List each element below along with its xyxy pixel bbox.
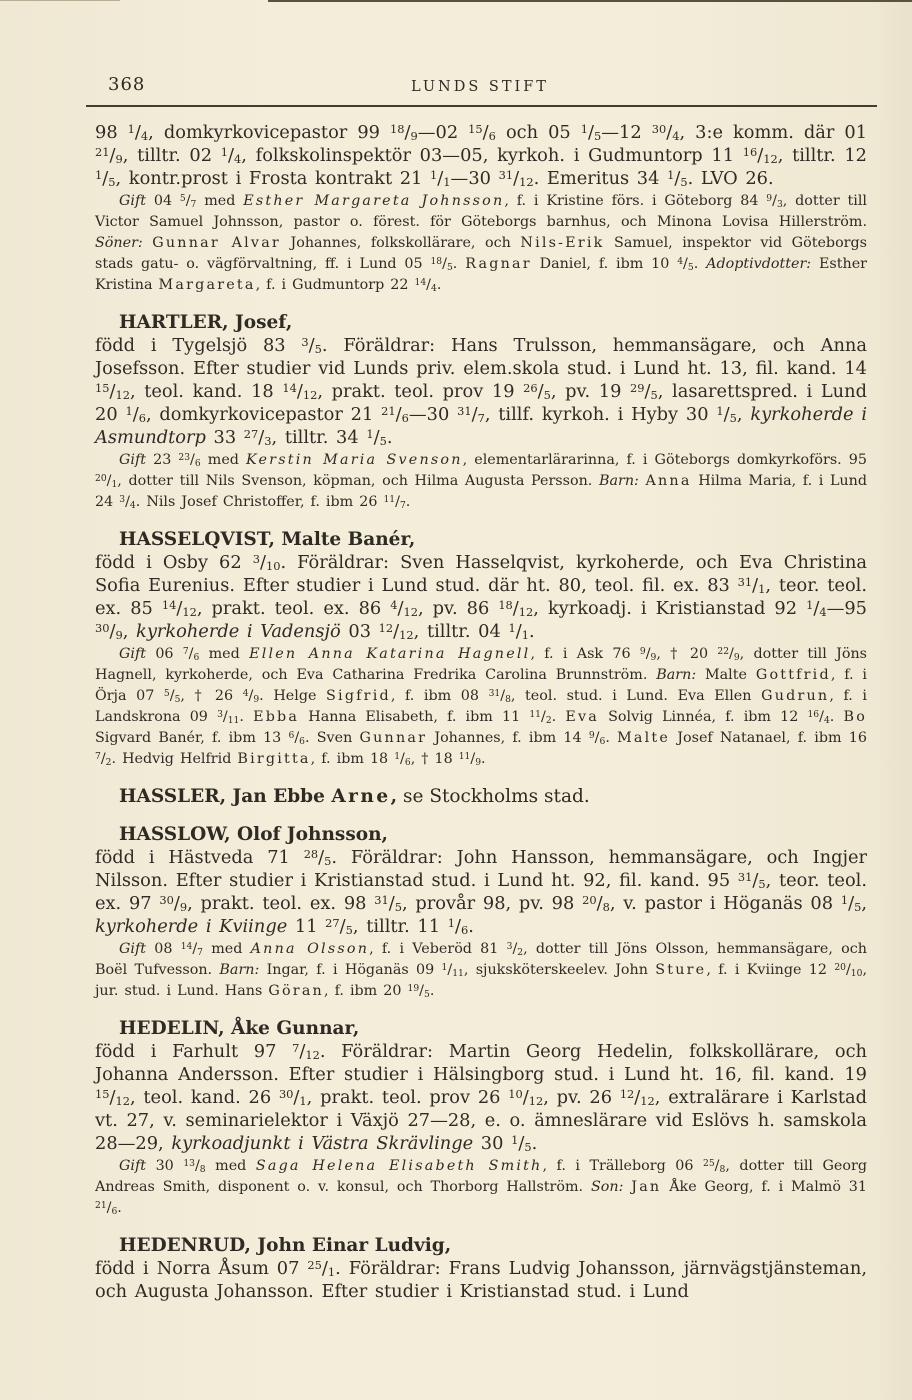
- text-segment: Johannes, folkskollärare, och: [280, 235, 521, 251]
- date-fraction: $^{14}/_{12}$: [282, 380, 318, 403]
- date-fraction: $^1/_5$: [840, 892, 862, 915]
- date-fraction: $^3/_5$: [301, 334, 322, 357]
- date-fraction: $^{14}/_{12}$: [161, 597, 197, 620]
- text-segment: Kerstin Maria Svenson: [246, 452, 463, 468]
- text-segment: Birgitta: [237, 751, 311, 767]
- text-segment: Ebba: [253, 709, 300, 725]
- text-segment: Johannes, f. ibm 14 $^9/_6$.: [427, 730, 618, 747]
- date-fraction: $^7/_6$: [182, 646, 200, 663]
- entry-surname: HASSELQVIST, Malte Banér,: [119, 529, 416, 550]
- date-fraction: $^5/_5$: [163, 688, 181, 705]
- text-segment: Malte: [696, 667, 756, 683]
- entry-surname: HEDELIN, Åke Gunnar,: [119, 1018, 360, 1039]
- text-segment: 11 $^{27}/_5$, tilltr. 11 $^1/_6$.: [287, 915, 474, 938]
- entry-surname: HEDENRUD, John Einar Ludvig,: [119, 1235, 452, 1256]
- date-fraction: $^{11}/_9$: [458, 751, 482, 768]
- family-note: [95, 1156, 867, 1219]
- text-segment: Göran: [268, 983, 324, 999]
- scan-top-edge-artifact: [268, 0, 912, 2]
- running-header: LUNDS STIFT: [411, 79, 549, 95]
- date-fraction: $^1/_1$: [508, 620, 529, 643]
- date-fraction: $^1/_5$: [580, 121, 602, 144]
- text-segment: 06 $^7/_6$ med: [146, 646, 250, 663]
- text-segment: , f. i Ask 76 $^9/_9$, † 20 $^{22}/_9$, dotter till Jöns Hagnell, kyrkoherde, och Eva Catharina Fredrika Carolina Brunnström.: [95, 646, 867, 683]
- date-fraction: $^{31}/_5$: [737, 869, 766, 892]
- date-fraction: $^9/_6$: [588, 730, 606, 747]
- date-fraction: $^{16}/_4$: [807, 709, 830, 726]
- date-fraction: $^{21}/_6$: [95, 1200, 118, 1217]
- date-fraction: $^{30}/_1$: [278, 1086, 307, 1109]
- text-segment: 08 $^{14}/_7$ med: [146, 941, 251, 958]
- text-segment: Gift: [119, 646, 147, 662]
- family-note: [95, 450, 867, 513]
- date-fraction: $^{13}/_8$: [183, 1158, 206, 1175]
- date-fraction: $^3/_2$: [506, 941, 524, 958]
- entry-body: [95, 1040, 867, 1155]
- text-segment: Ellen Anna Katarina Hagnell: [249, 646, 531, 662]
- family-note: [95, 644, 867, 770]
- entry-surname: HASSLER, Jan Ebbe: [119, 786, 332, 807]
- date-fraction: $^{31}/_5$: [374, 892, 402, 915]
- date-fraction: $^{21}/_6$: [381, 403, 409, 426]
- date-fraction: $^{18}/_9$: [389, 121, 418, 144]
- text-segment: , elementarlärarinna, f. i Göteborgs domkyrkoförs. 95 $^{20}/_1$, dotter till Nils Svenson, köpman, och Hilma Augusta Persson.: [95, 452, 867, 490]
- entry-body: [95, 121, 867, 190]
- text-segment: 03 $^{12}/_{12}$, tilltr. 04 $^1/_1$.: [340, 620, 535, 643]
- text-segment: 30 $^{13}/_8$ med: [146, 1158, 256, 1175]
- text-segment: Söner:: [95, 235, 143, 251]
- date-fraction: $^{12}/_{12}$: [619, 1086, 655, 1109]
- entries-column: [95, 121, 867, 1303]
- text-segment: Barn:: [656, 667, 697, 683]
- directory-entry: [95, 823, 867, 1002]
- family-note: [95, 191, 867, 296]
- directory-entry: [95, 121, 867, 296]
- date-fraction: $^{27}/_5$: [325, 915, 353, 938]
- entry-surname: HASSLOW, Olof Johnsson,: [119, 824, 388, 845]
- text-segment: född i Farhult 97 $^7/_{12}$. Föräldrar: Martin Georg Hedelin, folkskollärare, och Johanna Andersson. Efter studier i Hälsingborg stud. i Lund ht. 16, fil. kand. 19 $^{15}/_{12}$, teol. kand. 26 $^{30}/_1$, prakt. teol. prov 26 $^{10}/_{12}$, pv. 26 $^{12}/_{12}$, extralärare i Karlstad vt. 27, v. seminarielektor i Växjö 27—28, e. o. ämneslärare vid Eslövs h. samskola 28—29,: [95, 1040, 867, 1154]
- date-fraction: $^7/_{12}$: [292, 1040, 320, 1063]
- date-fraction: $^1/_5$: [511, 1132, 532, 1155]
- date-fraction: $^{15}/_{12}$: [95, 1086, 130, 1109]
- entry-heading: [95, 528, 867, 551]
- text-segment: Gunnar: [359, 730, 428, 746]
- date-fraction: $^{31}/_7$: [457, 403, 485, 426]
- date-fraction: $^6/_6$: [288, 730, 305, 747]
- date-fraction: $^{25}/_8$: [703, 1158, 726, 1175]
- date-fraction: $^1/_6$: [394, 751, 411, 768]
- entry-body: [95, 846, 867, 938]
- text-segment: Nils-Erik: [520, 235, 605, 251]
- date-fraction: $^1/_6$: [125, 403, 146, 426]
- date-fraction: $^3/_4$: [119, 494, 136, 511]
- directory-entry: [95, 311, 867, 513]
- date-fraction: $^{11}/_7$: [383, 494, 406, 511]
- text-segment: född i Tygelsjö 83 $^3/_5$. Föräldrar: Hans Trulsson, hemmansägare, och Anna Josefsson. Efter studier vid Lunds priv. elem.skola stud. i Lund ht. 13, fil. kand. 14 $^{15}/_{12}$, teol. kand. 18 $^{14}/_{12}$, prakt. teol. prov 19 $^{26}/_5$, pv. 19 $^{29}/_5$, lasarettspred. i Lund 20 $^1/_6$, domkyrkovicepastor 21 $^{21}/_6—30$ $^{31}/_7$, tillf. kyrkoh. i Hyby 30 $^1/_5$,: [95, 334, 867, 426]
- date-fraction: $^5/_7$: [179, 193, 197, 210]
- text-segment: , f. i Kristine förs. i Göteborg 84 $^9/_3$, dotter till Victor Samuel Johnsson, pastor o. förest. för Göteborgs barnhus, och Minona Lovisa Hillerström.: [95, 193, 867, 230]
- directory-entry: [95, 1017, 867, 1219]
- date-fraction: $^{27}/_3$: [243, 426, 272, 449]
- text-segment: , f. i Trälleborg 06 $^{25}/_8$, dotter till Georg Andreas Smith, disponent o. v. konsul, och Thorborg Hallström.: [95, 1158, 867, 1195]
- date-fraction: $^{29}/_5$: [630, 380, 658, 403]
- text-segment: Samuel, inspektor vid Göteborgs stads gatu- o. vägförvaltning, ff. i Lund 05 $^{18}/_5$.: [95, 235, 867, 273]
- text-segment: kyrkoherde i Vadensjö: [136, 621, 341, 642]
- date-fraction: $^1/_4$: [127, 121, 149, 144]
- text-segment: , f. ibm 08 $^{31}/_8$, teol. stud. i Lund. Eva Ellen: [390, 688, 762, 705]
- entry-surname: Arne: [331, 786, 391, 807]
- entry-body: [95, 551, 867, 643]
- date-fraction: $^{31}/_{12}$: [498, 167, 534, 190]
- date-fraction: $^{12}/_{12}$: [378, 620, 414, 643]
- date-fraction: $^{20}/_1$: [95, 473, 118, 490]
- date-fraction: $^{28}/_5$: [303, 846, 332, 869]
- date-fraction: $^{16}/_{12}$: [742, 144, 778, 167]
- text-segment: kyrkoherde i Kviinge: [95, 916, 288, 937]
- date-fraction: $^{20}/_{10}$: [834, 962, 863, 979]
- date-fraction: $^{21}/_9$: [95, 144, 123, 167]
- directory-entry: [95, 785, 867, 808]
- text-segment: Saga Helena Elisabeth Smith: [255, 1158, 543, 1174]
- text-segment: Eva: [565, 709, 599, 725]
- text-segment: Jan: [631, 1179, 662, 1195]
- header-rule: [86, 105, 877, 107]
- text-segment: [143, 235, 153, 251]
- text-segment: Malte: [617, 730, 671, 746]
- text-segment: se Stockholms stad.: [397, 786, 590, 807]
- text-segment: Anna: [645, 473, 692, 489]
- date-fraction: $^1/_5$: [95, 167, 116, 190]
- text-segment: Sigfrid: [326, 688, 391, 704]
- text-segment: Anna Olsson: [250, 941, 370, 957]
- date-fraction: $^4/_9$: [242, 688, 260, 705]
- date-fraction: $^{26}/_5$: [523, 380, 551, 403]
- text-segment: 04 $^5/_7$ med: [146, 193, 244, 210]
- date-fraction: $^{31}/_1$: [737, 574, 766, 597]
- text-segment: 98 $^1/_4$, domkyrkovicepastor 99 $^{18}/_9—02$ $^{15}/_6$ och 05 $^1/_5—12$ $^{30}/_4$, 3:e komm. där 01 $^{21}/_9$, tilltr. 02 $^1/_4$, folkskolinspektör 03—05, kyrkoh. i Gudmuntorp 11 $^{16}/_{12}$, tilltr. 12 $^1/_5$, kontr.prost i Frosta kontrakt 21 $^1/_1—30$ $^{31}/_{12}$. Emeritus 34 $^1/_5$. LVO 26.: [95, 121, 868, 190]
- text-segment: Gift: [119, 452, 147, 468]
- text-segment: Gudrun: [761, 688, 830, 704]
- date-fraction: $^1/_5$: [667, 167, 688, 190]
- text-segment: , f. i Landskrona 09 $^3/_{11}$.: [95, 688, 867, 726]
- entry-body: [95, 1257, 867, 1303]
- entry-heading: [95, 311, 867, 334]
- text-segment: Sigvard Banér, f. ibm 13 $^6/_6$. Sven: [95, 730, 360, 747]
- text-segment: Barn:: [219, 962, 260, 978]
- date-fraction: $^{18}/_{12}$: [498, 597, 534, 620]
- date-fraction: $^1/_5$: [716, 403, 737, 426]
- text-segment: Gift: [119, 941, 147, 957]
- date-fraction: $^{14}/_4$: [414, 277, 437, 294]
- date-fraction: $^{22}/_9$: [717, 646, 740, 663]
- text-segment: , f. i Örja 07 $^5/_5$, † 26 $^4/_9$. Helge: [95, 667, 867, 705]
- text-segment: 23 $^{23}/_6$ med: [146, 452, 247, 469]
- date-fraction: $^{15}/_6$: [468, 121, 496, 144]
- entry-surname: ,: [390, 786, 398, 807]
- entry-body: [95, 334, 867, 449]
- text-segment: , f. ibm 20 $^{19}/_5$.: [323, 983, 435, 1000]
- date-fraction: $^{30}/_9$: [159, 892, 188, 915]
- text-segment: Gottfrid: [755, 667, 831, 683]
- date-fraction: $^7/_2$: [95, 751, 112, 768]
- date-fraction: $^1/_4$: [220, 144, 242, 167]
- page-number: 368: [108, 74, 146, 95]
- entry-heading: [95, 823, 867, 846]
- date-fraction: $^3/_{10}$: [252, 551, 281, 574]
- date-fraction: $^1/_5$: [366, 426, 387, 449]
- text-segment: Barn:: [598, 473, 639, 489]
- entry-heading: [95, 1017, 867, 1040]
- text-segment: född i Norra Åsum 07 $^{25}/_1$. Föräldrar: Frans Ludvig Johansson, järnvägstjänsteman, och Augusta Johansson. Efter studier i Kristianstad stud. i Lund: [95, 1257, 867, 1302]
- text-segment: Adoptivdotter:: [706, 256, 812, 272]
- date-fraction: $^{20}/_8$: [582, 892, 610, 915]
- text-segment: Ingar, f. i Höganäs 09 $^1/_{11}$, sjuksköterskeelev. John: [259, 962, 656, 979]
- scan-top-edge-left-artifact: [0, 0, 120, 1]
- date-fraction: $^9/_9$: [639, 646, 657, 663]
- date-fraction: $^{14}/_7$: [180, 941, 203, 958]
- text-segment: Hanna Elisabeth, f. ibm 11 $^{11}/_2$.: [299, 709, 566, 726]
- text-segment: , f. i Gudmuntorp 22 $^{14}/_4$.: [255, 277, 442, 294]
- date-fraction: $^{11}/_2$: [529, 709, 552, 726]
- text-segment: född i Hästveda 71 $^{28}/_5$. Föräldrar: John Hansson, hemmansägare, och Ingjer Nilsson. Efter studier i Kristianstad stud. i Lund ht. 92, fil. kand. 95 $^{31}/_5$, teor. teol. ex. 97 $^{30}/_9$, prakt. teol. ex. 98 $^{31}/_5$, provår 98, pv. 98 $^{20}/_8$, v. pastor i Höganäs 08 $^1/_5$,: [95, 846, 867, 915]
- text-segment: kyrkoherde i Asmundtorp: [95, 404, 868, 448]
- text-segment: född i Osby 62 $^3/_{10}$. Föräldrar: Sven Hasselqvist, kyrkoherde, och Eva Christina Sofia Eurenius. Efter studier i Lund stud. där ht. 80, teol. fil. ex. 83 $^{31}/_1$, teor. teol. ex. 85 $^{14}/_{12}$, prakt. teol. ex. 86 $^4/_{12}$, pv. 86 $^{18}/_{12}$, kyrkoadj. i Kristianstad 92 $^1/_4—95$ $^{30}/_9$,: [95, 551, 867, 643]
- text-segment: 30 $^1/_5$.: [473, 1132, 538, 1155]
- date-fraction: $^{30}/_4$: [651, 121, 680, 144]
- text-segment: , f. i Veberöd 81 $^3/_2$, dotter till Jöns Olsson, hemmansägare, och Boël Tufvesson.: [95, 941, 867, 978]
- text-segment: Åke Georg, f. i Malmö 31 $^{21}/_6$.: [95, 1179, 868, 1217]
- text-segment: Bo: [843, 709, 867, 725]
- text-segment: , f. ibm 18 $^1/_6$, † 18 $^{11}/_9$.: [310, 751, 486, 768]
- text-segment: Esther Margareta Johnsson: [243, 193, 505, 209]
- date-fraction: $^{18}/_5$: [430, 256, 453, 273]
- date-fraction: $^{31}/_8$: [488, 688, 511, 705]
- date-fraction: $^3/_{11}$: [217, 709, 240, 726]
- text-segment: Margareta: [158, 277, 256, 293]
- date-fraction: $^9/_3$: [766, 193, 783, 210]
- date-fraction: $^1/_{11}$: [441, 962, 464, 979]
- date-fraction: $^{19}/_5$: [407, 983, 430, 1000]
- text-segment: Daniel, f. ibm 10 $^4/_5$.: [531, 256, 707, 273]
- date-fraction: $^{10}/_{12}$: [508, 1086, 544, 1109]
- directory-entry: [95, 528, 867, 770]
- text-segment: Solvig Linnéa, f. ibm 12 $^{16}/_4$.: [598, 709, 844, 726]
- text-segment: , f. i Kviinge 12 $^{20}/_{10}$, jur. stud. i Lund. Hans: [95, 962, 867, 999]
- date-fraction: $^{23}/_6$: [178, 452, 201, 469]
- directory-entry: [95, 1234, 867, 1303]
- text-segment: Son:: [590, 1179, 624, 1195]
- date-fraction: $^4/_5$: [677, 256, 694, 273]
- text-segment: Ragnar: [465, 256, 532, 272]
- text-segment: Esther Kristina: [95, 256, 868, 293]
- text-segment: 33 $^{27}/_3$, tilltr. 34 $^1/_5$.: [205, 426, 393, 449]
- text-segment: kyrkoadjunkt i Västra Skrävlinge: [171, 1133, 474, 1154]
- date-fraction: $^{25}/_1$: [307, 1257, 336, 1280]
- text-segment: Sture: [655, 962, 707, 978]
- date-fraction: $^1/_6$: [447, 915, 469, 938]
- entry-heading: [95, 785, 867, 808]
- family-note: [95, 939, 867, 1002]
- entry-surname: HARTLER, Josef,: [119, 312, 293, 333]
- text-segment: Josef Natanael, f. ibm 16 $^7/_2$. Hedvig Helfrid: [95, 730, 867, 768]
- text-segment: Hilma Maria, f. i Lund 24 $^3/_4$. Nils Josef Christoffer, f. ibm 26 $^{11}/_7$.: [95, 473, 868, 511]
- date-fraction: $^1/_4$: [806, 597, 827, 620]
- text-segment: Gunnar Alvar: [152, 235, 281, 251]
- text-segment: Gift: [119, 1158, 147, 1174]
- date-fraction: $^1/_1$: [430, 167, 451, 190]
- date-fraction: $^{15}/_{12}$: [95, 380, 130, 403]
- date-fraction: $^{30}/_9$: [95, 620, 123, 643]
- entry-heading: [95, 1234, 867, 1257]
- text-segment: Gift: [119, 193, 147, 209]
- date-fraction: $^4/_{12}$: [390, 597, 418, 620]
